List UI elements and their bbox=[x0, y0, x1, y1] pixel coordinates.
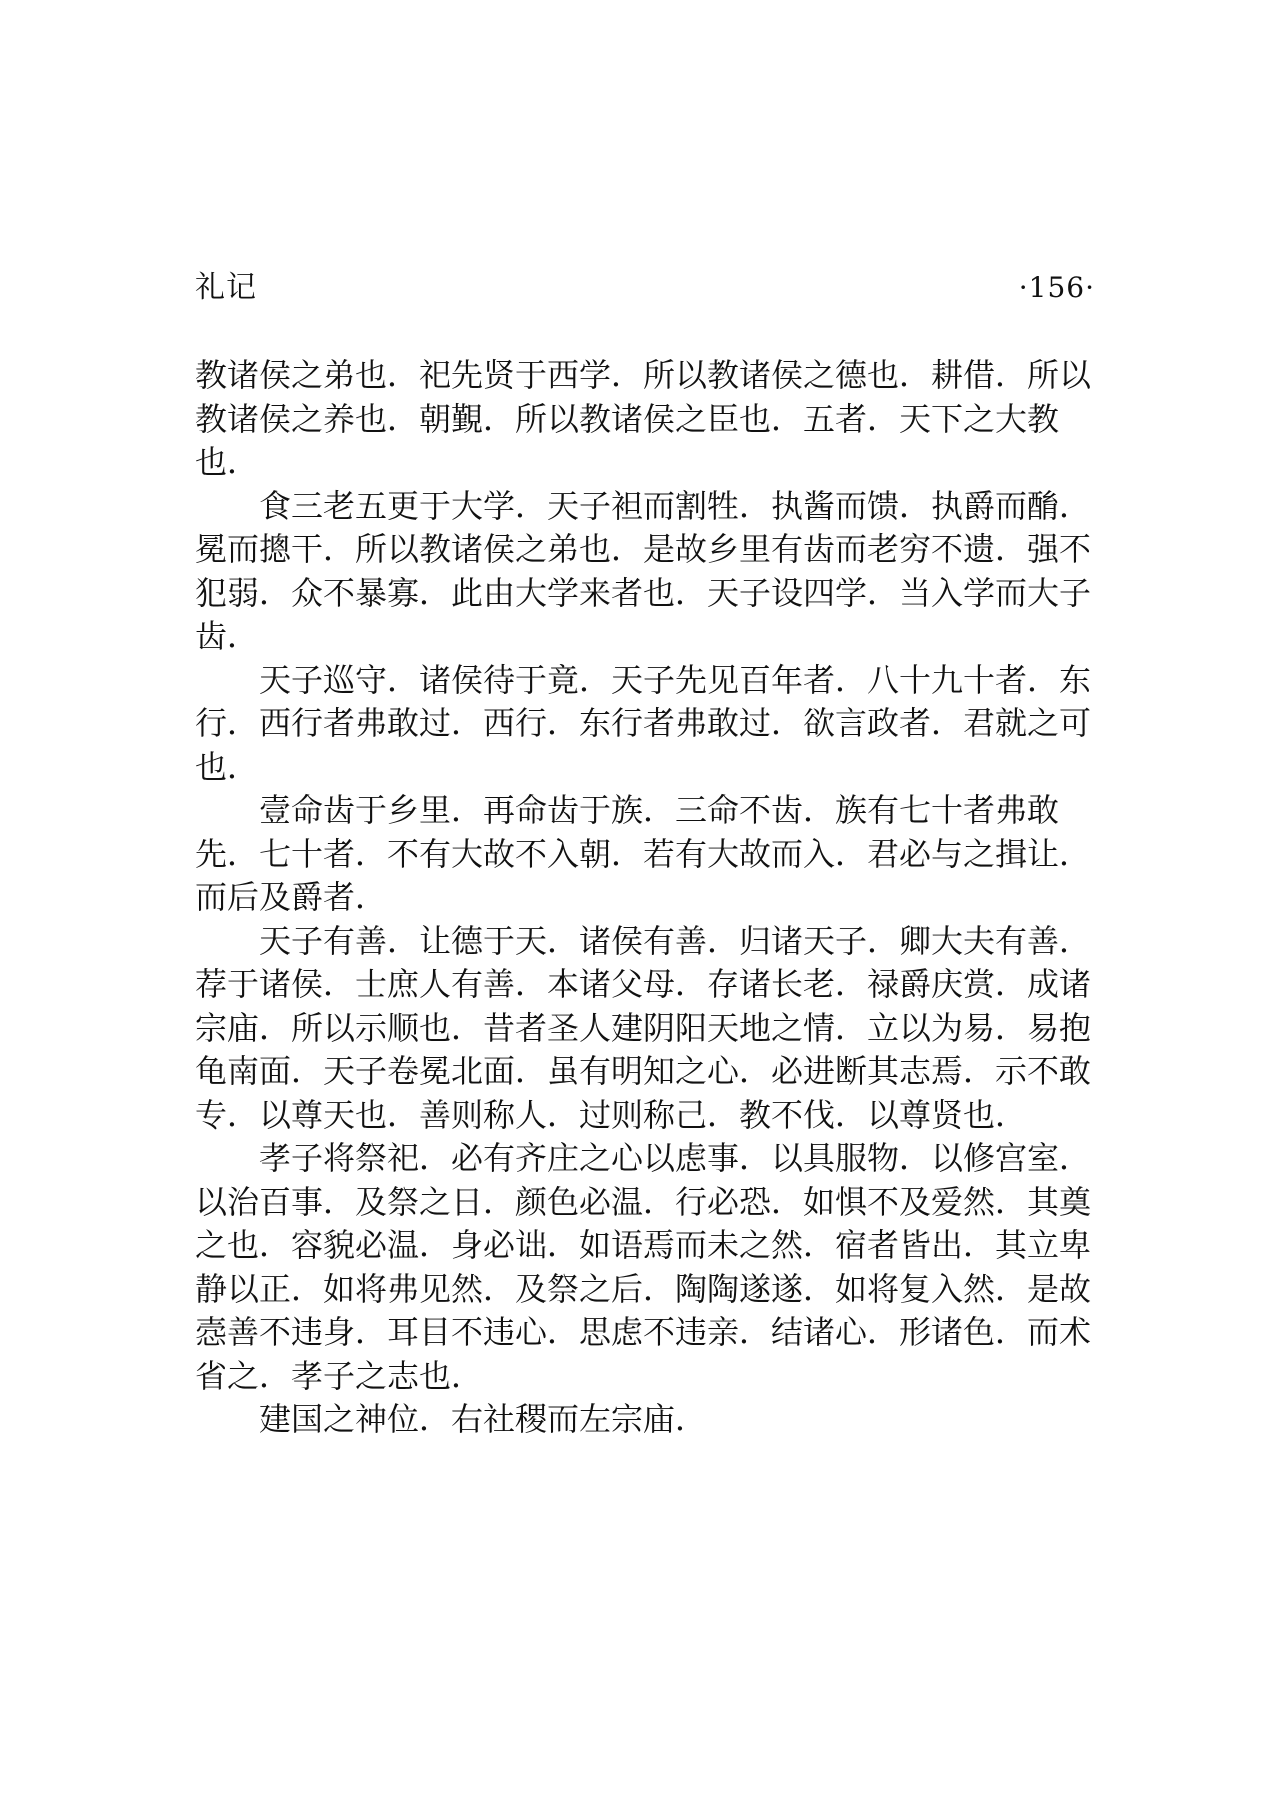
body-text bbox=[195, 354, 1095, 1442]
paragraph: 天子巡守．诸侯待于竟．天子先见百年者．八十九十者．东行．西行者弗敢过．西行．东行者弗敢过．欲言政者．君就之可也． bbox=[195, 660, 1092, 786]
paragraph: 天子有善．让德于天．诸侯有善．归诸天子．卿大夫有善．荐于诸侯．士庶人有善．本诸父母．存诸长老．禄爵庆赏．成诸宗庙．所以示顺也．昔者圣人建阴阳天地之情．立以为易．易抱龟南面．天子卷冕北面．虽有明知之心．必进断其志焉．示不敢专．以尊天也．善则称人．过则称己．教不伐．以尊贤也． bbox=[195, 921, 1092, 1134]
paragraph-continuation: 教诸侯之弟也．祀先贤于西学．所以教诸侯之德也．耕借．所以教诸侯之养也．朝覲．所以教诸侯之臣也．五者．天下之大教也． bbox=[195, 356, 1092, 481]
paragraph: 食三老五更于大学．天子袒而割牲．执酱而馈．执爵而酳．冕而摠干．所以教诸侯之弟也．是故乡里有齿而老穷不遗．强不犯弱．众不暴寡．此由大学来者也．天子设四学．当入学而大子齿． bbox=[195, 486, 1092, 655]
page-header bbox=[195, 268, 1095, 312]
paragraph: 孝子将祭祀．必有齐庄之心以虑事．以具服物．以修宫室．以治百事．及祭之日．颜色必温．行必恐．如惧不及爱然．其奠之也．容貌必温．身必诎．如语焉而未之然．宿者皆出．其立卑静以正．如将弗见然．及祭之后．陶陶遂遂．如将复入然．是故悫善不违身．耳目不违心．思虑不违亲．结诸心．形诸色．而术省之．孝子之志也． bbox=[195, 1139, 1092, 1395]
paragraph: 壹命齿于乡里．再命齿于族．三命不齿．族有七十者弗敢先．七十者．不有大故不入朝．若有大故而入．君必与之揖让．而后及爵者． bbox=[195, 791, 1092, 916]
page-number: ·156· bbox=[1018, 271, 1095, 304]
paragraph: 建国之神位．右社稷而左宗庙． bbox=[259, 1400, 708, 1438]
running-title: 礼记 bbox=[195, 270, 257, 305]
